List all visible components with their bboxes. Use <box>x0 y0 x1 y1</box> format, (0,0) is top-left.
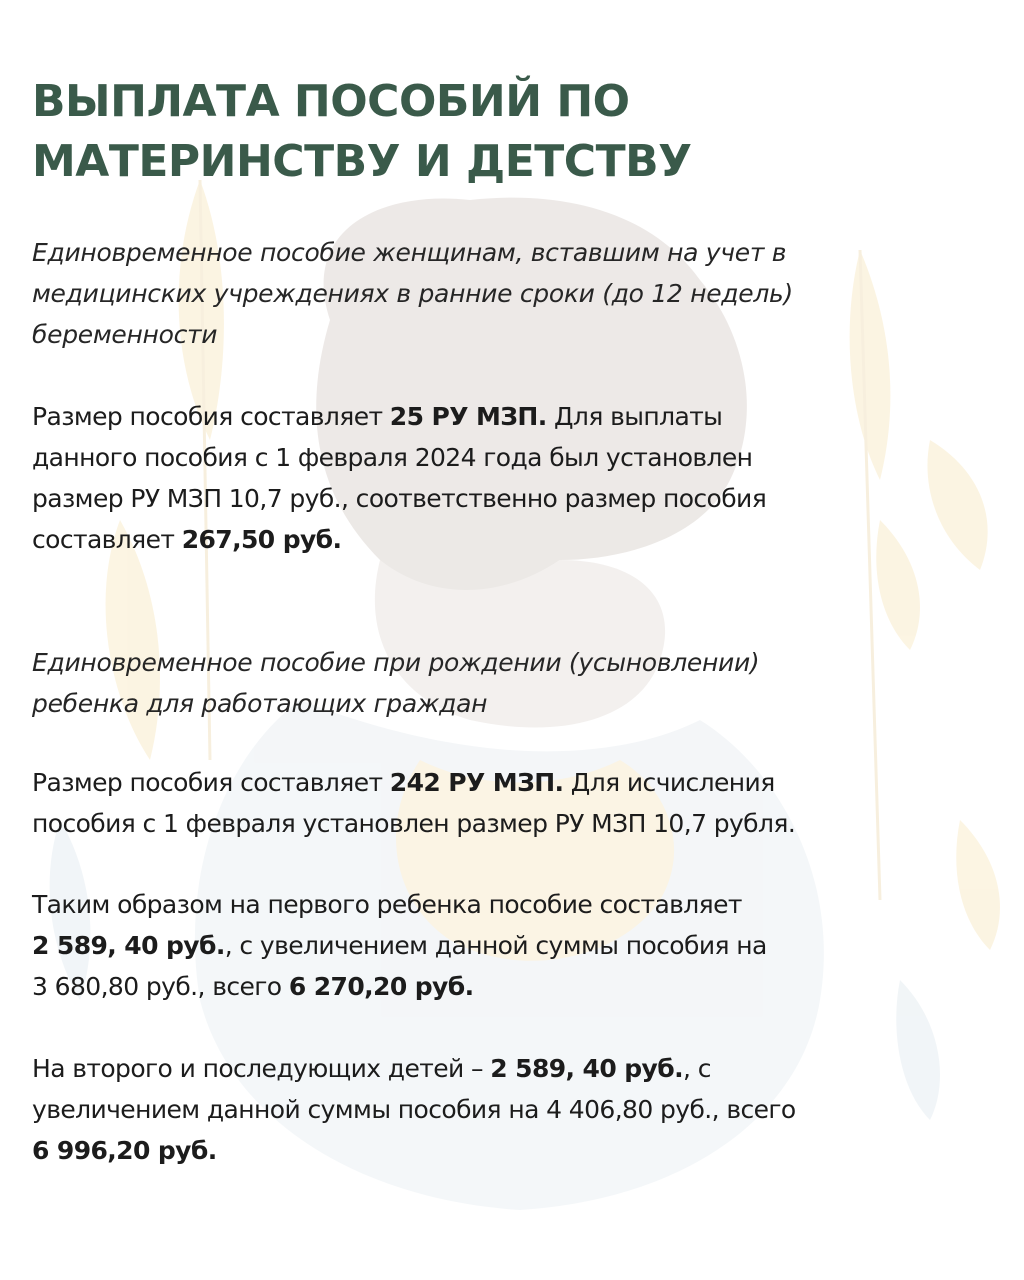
text-span: , с увеличением данной суммы пособия на 3 680,80 руб., всего <box>32 931 767 1001</box>
bold-amount: 2 589, 40 руб. <box>490 1054 683 1083</box>
section1-paragraph <box>32 396 992 560</box>
text-span: Размер пособия составляет <box>32 402 390 431</box>
section2-paragraph-3 <box>32 1048 992 1171</box>
bold-amount: 25 РУ МЗП. <box>389 402 547 431</box>
text-span: На второго и последующих детей – <box>32 1054 491 1083</box>
section2-paragraph-1 <box>32 762 992 844</box>
section2-subtitle: Единовременное пособие при рождении (усыновлении) ребенка для работающих граждан <box>32 648 760 718</box>
text-span: Для выплаты данного пособия с 1 февраля 2024 года был установлен размер РУ МЗП 10,7 руб., соответственно размер пособия составляет <box>32 402 767 554</box>
section1-subtitle: Единовременное пособие женщинам, вставшим на учет в медицинских учреждениях в ранние сроки (до 12 недель) беременности <box>32 238 793 349</box>
section2-paragraph-2 <box>32 884 992 1007</box>
text-span: Размер пособия составляет <box>32 768 390 797</box>
text-span: Для исчисления пособия с 1 февраля установлен размер РУ МЗП 10,7 рубля. <box>32 768 796 838</box>
bold-amount: 6 996,20 руб. <box>32 1136 217 1165</box>
bold-amount: 267,50 руб. <box>181 525 342 554</box>
page-title: ВЫПЛАТА ПОСОБИЙ ПО МАТЕРИНСТВУ И ДЕТСТВУ <box>32 76 692 187</box>
text-span: Таким образом на первого ребенка пособие составляет <box>32 890 742 919</box>
bold-amount: 242 РУ МЗП. <box>389 768 564 797</box>
bold-amount: 6 270,20 руб. <box>288 972 474 1001</box>
text-span: , с увеличением данной суммы пособия на 4 406,80 руб., всего <box>32 1054 796 1124</box>
bold-amount: 2 589, 40 руб. <box>32 931 225 960</box>
